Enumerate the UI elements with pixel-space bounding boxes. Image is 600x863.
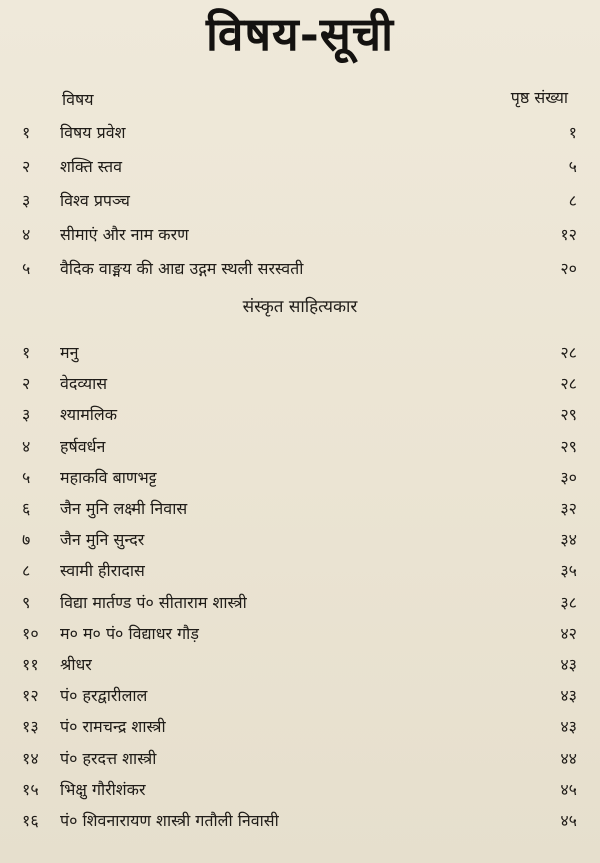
- item-page-number: ३५: [560, 561, 577, 581]
- item-number: २: [22, 157, 31, 176]
- item-number: ९: [22, 592, 31, 612]
- item-title: पं० शिवनारायण शास्त्री गतौली निवासी: [60, 811, 279, 830]
- item-number: ७: [22, 530, 31, 550]
- page-title: विषय-सूची: [205, 7, 395, 61]
- item-title: म० म० पं० विद्याधर गौड़: [60, 623, 199, 643]
- toc-row: [22, 651, 577, 679]
- toc-row: [22, 339, 577, 367]
- item-title: श्यामलिक: [60, 405, 118, 425]
- toc-row: [22, 153, 577, 181]
- item-title: हर्षवर्धन: [60, 436, 106, 456]
- item-number: ११: [22, 655, 39, 674]
- item-title: पं० रामचन्द्र शास्त्री: [60, 717, 166, 737]
- toc-row: [22, 464, 577, 492]
- toc-row: [22, 807, 577, 835]
- item-page-number: ४२: [560, 623, 577, 643]
- item-number: ४: [22, 225, 31, 244]
- item-title: सीमाएं और नाम करण: [60, 225, 189, 244]
- toc-row: [22, 682, 577, 710]
- item-title: पं० हरद्वारीलाल: [60, 686, 148, 706]
- item-title: भिक्षु गौरीशंकर: [60, 779, 146, 799]
- item-number: १५: [22, 779, 39, 799]
- item-page-number: २८: [560, 374, 577, 394]
- item-page-number: ३८: [560, 592, 577, 612]
- item-page-number: ८: [568, 191, 577, 210]
- item-page-number: १२: [560, 225, 577, 244]
- toc-row: [22, 433, 577, 461]
- toc-row: [22, 495, 577, 523]
- item-page-number: १: [568, 123, 577, 142]
- item-number: ५: [22, 467, 31, 487]
- item-title: वैदिक वाङ्मय की आद्य उद्गम स्थली सरस्वती: [60, 259, 304, 278]
- item-page-number: ४५: [560, 779, 577, 799]
- toc-row: [22, 255, 577, 283]
- toc-row: [22, 401, 577, 429]
- item-title: विषय प्रवेश: [60, 123, 126, 142]
- subject-column-header: विषय: [62, 90, 94, 109]
- item-page-number: ४३: [560, 655, 577, 674]
- item-title: महाकवि बाणभट्ट: [60, 467, 157, 487]
- section-heading: संस्कृत साहित्यकार: [242, 297, 358, 317]
- item-number: ३: [22, 405, 31, 425]
- page-number-column-header: पृष्ठ संख्या: [510, 88, 568, 107]
- item-title: विश्व प्रपञ्च: [60, 191, 130, 210]
- item-title: जैन मुनि लक्ष्मी निवास: [60, 499, 188, 518]
- item-number: १०: [22, 623, 39, 643]
- item-page-number: २०: [560, 259, 577, 278]
- toc-row: [22, 713, 577, 741]
- item-title: मनु: [60, 343, 79, 362]
- item-number: ८: [22, 561, 31, 581]
- toc-row: [22, 187, 577, 215]
- item-title: जैन मुनि सुन्दर: [60, 530, 145, 550]
- item-number: २: [22, 374, 31, 394]
- item-number: १२: [22, 686, 39, 706]
- toc-row: [22, 776, 577, 804]
- item-number: ६: [22, 499, 31, 518]
- item-number: ३: [22, 191, 31, 210]
- item-page-number: ४४: [560, 748, 577, 768]
- item-title: शक्ति स्तव: [60, 157, 123, 176]
- item-page-number: ४३: [560, 686, 577, 706]
- item-number: ५: [22, 259, 31, 278]
- item-page-number: ४५: [560, 811, 577, 830]
- item-number: १४: [22, 748, 39, 768]
- toc-row: [22, 557, 577, 585]
- item-number: १: [22, 123, 31, 142]
- toc-row: [22, 620, 577, 648]
- toc-row: [22, 745, 577, 773]
- toc-row: [22, 221, 577, 249]
- item-number: १३: [22, 717, 39, 737]
- item-page-number: ४३: [560, 717, 577, 737]
- item-title: वेदव्यास: [60, 374, 108, 394]
- toc-row: [22, 526, 577, 554]
- item-title: विद्या मार्तण्ड पं० सीताराम शास्त्री: [60, 592, 247, 612]
- toc-row: [22, 589, 577, 617]
- item-page-number: ३२: [560, 499, 577, 518]
- item-page-number: २९: [560, 436, 577, 456]
- toc-row: [22, 119, 577, 147]
- item-number: १: [22, 343, 31, 362]
- item-title: पं० हरदत्त शास्त्री: [60, 748, 157, 768]
- item-title: स्वामी हीरादास: [60, 561, 145, 581]
- item-number: १६: [22, 811, 39, 830]
- item-title: श्रीधर: [60, 655, 92, 674]
- item-page-number: ३४: [560, 530, 577, 550]
- item-number: ४: [22, 436, 31, 456]
- item-page-number: २८: [560, 343, 577, 362]
- item-page-number: ३०: [560, 467, 577, 487]
- item-page-number: २९: [560, 405, 577, 425]
- item-page-number: ५: [568, 157, 577, 176]
- toc-row: [22, 370, 577, 398]
